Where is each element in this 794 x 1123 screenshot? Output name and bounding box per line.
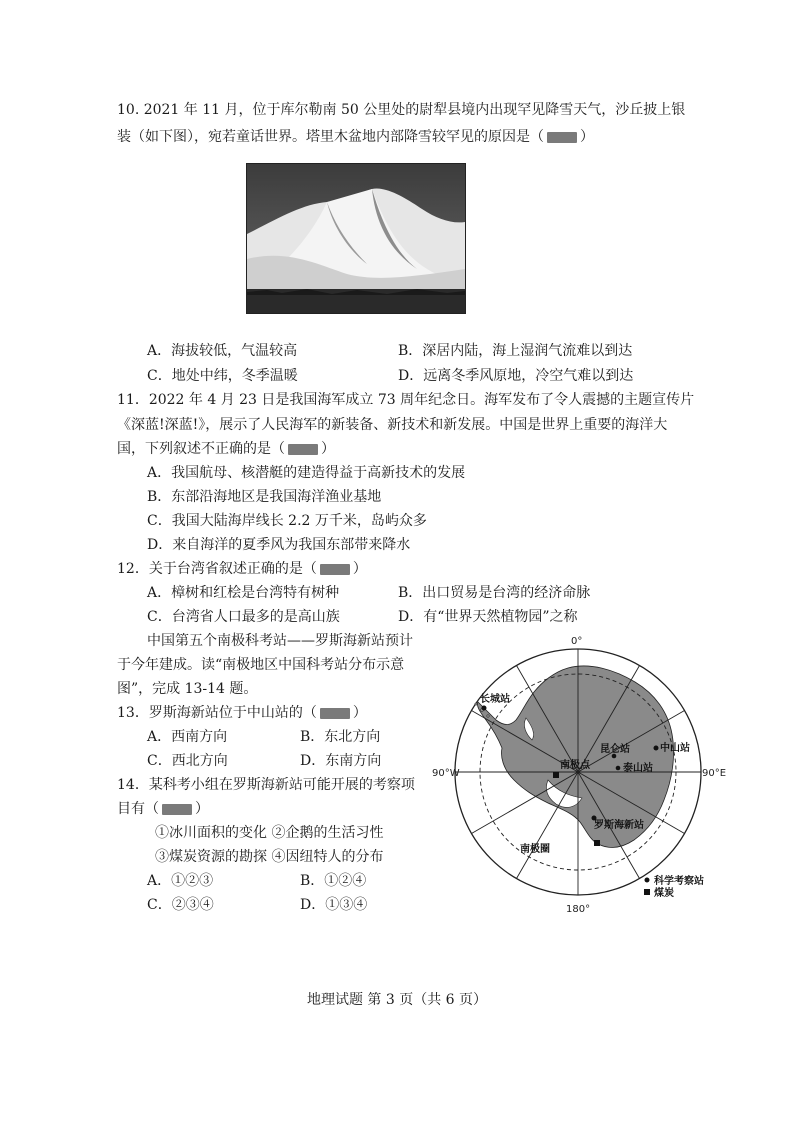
station-label-kunlun: 昆仑站 (600, 744, 630, 755)
q10-line2: 装（如下图），宛若童话世界。塔里木盆地内部降雪较罕见的原因是（ ） (117, 129, 594, 145)
station-label-great-wall: 长城站 (480, 694, 510, 705)
legend-coal-label: 煤炭 (654, 888, 674, 899)
q10-option-c: C．地处中纬，冬季温暖 (147, 368, 298, 384)
station-marker-great-wall (482, 706, 487, 711)
q10-line1: 10. 2021 年 11 月，位于库尔勒南 50 公里处的尉犁县境内出现罕见降雪天气，沙丘披上银 (117, 102, 686, 118)
station-marker-zhongshan (654, 746, 659, 751)
q13-option-b: B．东北方向 (300, 729, 381, 745)
island (487, 715, 490, 718)
station-label-ross-sea: 罗斯海新站 (594, 820, 644, 831)
station-label-zhongshan: 中山站 (660, 743, 690, 754)
answer-blank (320, 708, 350, 719)
q14-items-1: ①冰川面积的变化 ②企鹅的生活习性 (155, 825, 384, 841)
legend-station-marker (645, 878, 650, 883)
snow-dune-photo (246, 163, 466, 314)
coal-marker (594, 840, 600, 846)
lon-label-180: 180° (566, 904, 591, 915)
intro-line1: 中国第五个南极科考站——罗斯海新站预计 (147, 633, 413, 649)
answer-blank (320, 564, 350, 575)
q14-option-c: C．②③④ (147, 897, 214, 913)
q14-option-b: B．①②④ (300, 873, 367, 889)
station-label-taishan: 泰山站 (623, 763, 653, 774)
intro-line2: 于今年建成。读“南极地区中国科考站分布示意 (117, 657, 405, 673)
south-pole-label: 南极点 (560, 760, 590, 771)
legend-coal-marker (644, 889, 650, 895)
q12-line1: 12．关于台湾省叙述正确的是（ ） (117, 561, 367, 577)
q13-line1: 13．罗斯海新站位于中山站的（ ） (117, 705, 367, 721)
q14-option-a: A．①②③ (147, 873, 214, 889)
q11-option-b: B．东部沿海地区是我国海洋渔业基地 (147, 489, 382, 505)
q12-option-a: A．樟树和红桧是台湾特有树种 (147, 585, 340, 601)
station-marker-taishan (616, 766, 621, 771)
q11-line1: 11．2022 年 4 月 23 日是我国海军成立 73 周年纪念日。海军发布了令人震撼的主题宣传片 (117, 392, 695, 408)
q10-option-d: D．远离冬季风原地，冷空气难以到达 (398, 368, 634, 384)
q12-option-c: C．台湾省人口最多的是高山族 (147, 609, 340, 625)
q14-items-2: ③煤炭资源的勘探 ④因纽特人的分布 (155, 849, 384, 865)
q11-line2: 《深蓝!深蓝!》，展示了人民海军的新装备、新技术和新发展。中国是世界上重要的海洋大 (117, 417, 668, 433)
q11-option-a: A．我国航母、核潜艇的建造得益于高新技术的发展 (147, 465, 466, 481)
q12-option-d: D．有“世界天然植物园”之称 (398, 609, 578, 625)
answer-blank (288, 444, 318, 455)
island (475, 703, 477, 705)
q11-option-d: D．来自海洋的夏季风为我国东部带来降水 (147, 537, 411, 553)
lon-label-0: 0° (571, 636, 583, 647)
q13-option-a: A．西南方向 (147, 729, 228, 745)
q10-option-b: B．深居内陆，海上湿润气流难以到达 (398, 343, 633, 359)
q12-option-b: B．出口贸易是台湾的经济命脉 (398, 585, 591, 601)
answer-blank (162, 804, 192, 815)
q10-option-a: A．海拔较低，气温较高 (147, 343, 298, 359)
lon-label-90w: 90°W (432, 768, 460, 779)
q11-line3: 国，下列叙述不正确的是（ ） (117, 441, 335, 457)
antarctic-circle-label: 南极圈 (520, 844, 550, 855)
q13-option-d: D．东南方向 (300, 753, 382, 769)
antarctic-station-map (432, 630, 740, 920)
q13-option-c: C．西北方向 (147, 753, 228, 769)
q11-option-c: C．我国大陆海岸线长 2.2 万千米，岛屿众多 (147, 513, 427, 529)
q14-line2: 目有（ ） (117, 801, 209, 817)
answer-blank (547, 132, 577, 143)
q14-option-d: D．①③④ (300, 897, 368, 913)
coal-marker (553, 772, 559, 778)
legend-station-label: 科学考察站 (654, 876, 704, 887)
page-footer: 地理试题 第 3 页（共 6 页） (306, 992, 488, 1008)
lon-label-90e: 90°E (702, 768, 727, 779)
q14-line1: 14．某科考小组在罗斯海新站可能开展的考察项 (117, 777, 415, 793)
intro-line3: 图”，完成 13-14 题。 (117, 681, 258, 697)
